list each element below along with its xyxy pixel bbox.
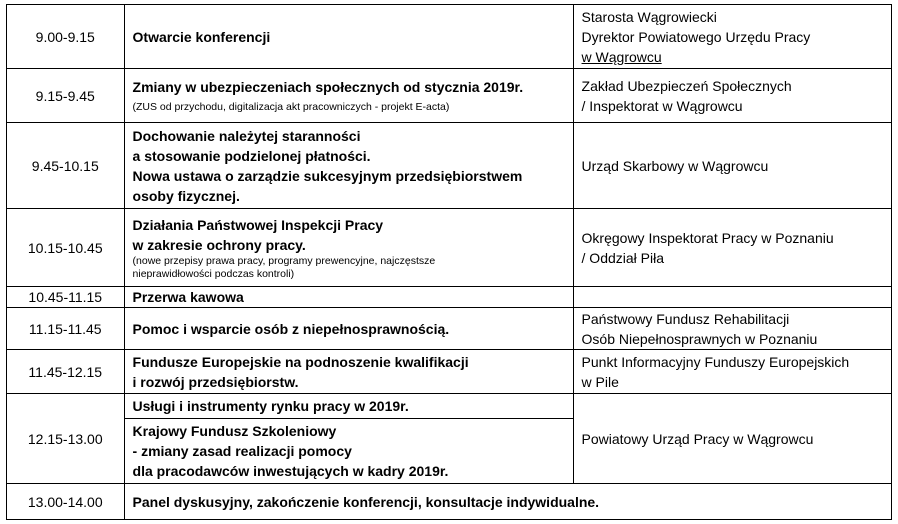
organizer-line: Punkt Informacyjny Funduszy Europejskich	[581, 353, 850, 370]
table-row	[7, 308, 892, 350]
organizer-cell	[573, 308, 891, 350]
organizer-line: Starosta Wągrowiecki	[581, 8, 717, 25]
topic-cell	[124, 287, 573, 308]
topic-cell	[124, 5, 573, 69]
organizer-line: Zakład Ubezpieczeń Społecznych	[581, 77, 792, 94]
organizer-cell	[573, 350, 891, 394]
organizer-line: Powiatowy Urząd Pracy w Wągrowcu	[581, 430, 814, 447]
topic-cell	[124, 484, 891, 520]
topic-line: Panel dyskusyjny, zakończenie konferencji, konsultacje indywidualne.	[132, 493, 600, 510]
time-cell: 12.15-13.00	[7, 394, 125, 484]
topic-line: i rozwój przedsiębiorstw.	[132, 373, 299, 390]
table-row	[7, 287, 892, 308]
agenda-table	[6, 4, 892, 520]
time-cell: 10.15-10.45	[7, 209, 125, 287]
organizer-line: Osób Niepełnosprawnych w Poznaniu	[581, 330, 818, 347]
time-cell: 9.00-9.15	[7, 5, 125, 69]
organizer-line: w Pile	[581, 373, 619, 390]
organizer-cell	[573, 5, 891, 69]
topic-line: Dochowanie należytej staranności	[132, 127, 361, 144]
topic-subblock	[125, 418, 573, 483]
table-row	[7, 123, 892, 209]
topic-cell	[124, 394, 573, 484]
table-row	[7, 394, 892, 484]
table-row	[7, 484, 892, 520]
organizer-cell	[573, 394, 891, 484]
organizer-line: / Oddział Piła	[581, 249, 665, 266]
topic-line: Krajowy Fundusz Szkoleniowy	[132, 423, 337, 439]
time-cell: 9.15-9.45	[7, 69, 125, 123]
topic-line: a stosowanie podzielonej płatności.	[132, 147, 371, 164]
time-cell: 10.45-11.15	[7, 287, 125, 308]
topic-cell	[124, 69, 573, 123]
time-cell: 13.00-14.00	[7, 484, 125, 520]
topic-line: - zmiany zasad realizacji pomocy	[132, 443, 352, 459]
topic-line: Fundusze Europejskie na podnoszenie kwalifikacji	[132, 353, 469, 370]
organizer-line: w Wągrowcu	[581, 48, 662, 65]
topic-line: w zakresie ochrony pracy.	[132, 236, 306, 253]
table-row	[7, 5, 892, 69]
topic-line: Otwarcie konferencji	[132, 28, 271, 45]
organizer-line: Urząd Skarbowy w Wągrowcu	[581, 157, 769, 174]
topic-note: (nowe przepisy prawa pracy, programy prewencyjne, najczęstsze	[132, 254, 436, 267]
topic-subblock	[125, 394, 573, 418]
topic-cell	[124, 350, 573, 394]
organizer-line: / Inspektorat w Wągrowcu	[581, 97, 743, 114]
topic-note: nieprawidłowości podczas kontroli)	[132, 267, 295, 280]
topic-line: Nowa ustawa o zarządzie sukcesyjnym przedsiębiorstwem	[132, 167, 523, 184]
topic-cell	[124, 209, 573, 287]
topic-line: dla pracodawców inwestujących w kadry 2019r.	[132, 463, 449, 479]
organizer-cell	[573, 287, 891, 308]
topic-line: Usługi i instrumenty rynku pracy w 2019r.	[132, 398, 409, 414]
table-row	[7, 69, 892, 123]
topic-line: Zmiany w ubezpieczeniach społecznych od stycznia 2019r.	[132, 79, 524, 95]
topic-line: Pomoc i wsparcie osób z niepełnosprawnością.	[132, 320, 450, 337]
topic-line: Działania Państwowej Inspekcji Pracy	[132, 216, 384, 233]
organizer-cell	[573, 123, 891, 209]
topic-line: osoby fizycznej.	[132, 187, 240, 204]
organizer-cell	[573, 209, 891, 287]
organizer-line: Państwowy Fundusz Rehabilitacji	[581, 310, 790, 327]
table-row	[7, 350, 892, 394]
topic-note: (ZUS od przychodu, digitalizacja akt pracowniczych - projekt E-acta)	[132, 101, 450, 113]
time-cell: 11.15-11.45	[7, 308, 125, 350]
topic-cell	[124, 308, 573, 350]
topic-line: Przerwa kawowa	[132, 289, 244, 305]
organizer-cell	[573, 69, 891, 123]
time-cell: 9.45-10.15	[7, 123, 125, 209]
organizer-line: Dyrektor Powiatowego Urzędu Pracy	[581, 28, 811, 45]
organizer-line: Okręgowy Inspektorat Pracy w Poznaniu	[581, 229, 834, 246]
table-row	[7, 209, 892, 287]
time-cell: 11.45-12.15	[7, 350, 125, 394]
topic-cell	[124, 123, 573, 209]
